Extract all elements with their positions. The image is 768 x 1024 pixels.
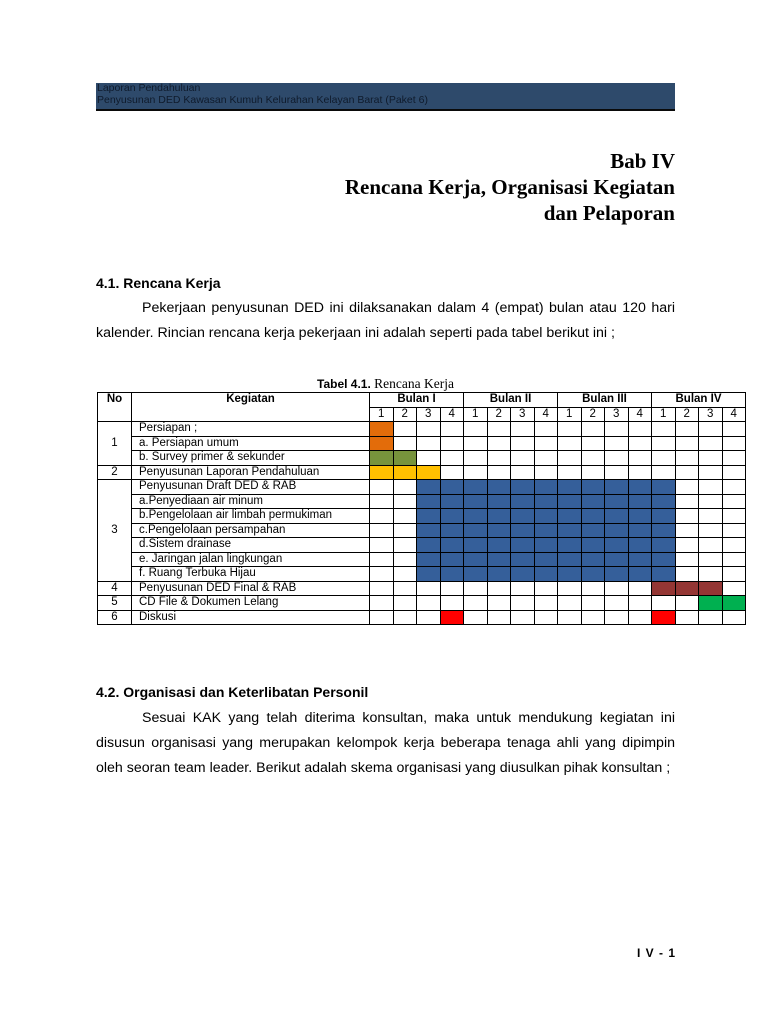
- schedule-cell: [534, 596, 558, 611]
- schedule-cell: [558, 436, 582, 451]
- schedule-bar-cell: [440, 480, 464, 495]
- schedule-bar-cell: [558, 494, 582, 509]
- schedule-cell: [464, 610, 488, 625]
- table-row: [98, 480, 746, 495]
- week-number: 1: [464, 407, 488, 422]
- schedule-bar-cell: [534, 538, 558, 553]
- activity-label: Penyusunan DED Final & RAB: [132, 581, 370, 596]
- schedule-bar-cell: [534, 552, 558, 567]
- schedule-cell: [675, 523, 699, 538]
- schedule-cell: [558, 451, 582, 466]
- schedule-bar-cell: [393, 451, 417, 466]
- schedule-bar-cell: [558, 567, 582, 582]
- schedule-bar-cell: [605, 538, 629, 553]
- week-number: 1: [558, 407, 582, 422]
- schedule-cell: [393, 523, 417, 538]
- schedule-cell: [558, 465, 582, 480]
- week-number: 3: [605, 407, 629, 422]
- schedule-cell: [440, 436, 464, 451]
- schedule-bar-cell: [628, 523, 652, 538]
- row-number: 4: [98, 581, 132, 596]
- week-number: 2: [581, 407, 605, 422]
- schedule-bar-cell: [440, 610, 464, 625]
- schedule-cell: [440, 596, 464, 611]
- table-row: [98, 596, 746, 611]
- schedule-bar-cell: [487, 552, 511, 567]
- chapter-heading: [345, 148, 675, 226]
- table-row: [98, 436, 746, 451]
- schedule-cell: [581, 451, 605, 466]
- schedule-bar-cell: [370, 422, 394, 437]
- schedule-cell: [417, 436, 441, 451]
- section-organization-text: [96, 706, 675, 781]
- chapter-title-line2: dan Pelaporan: [543, 201, 675, 225]
- section-heading-work-plan: 4.1. Rencana Kerja: [96, 275, 221, 291]
- chapter-title-line1: Rencana Kerja, Organisasi Kegiatan: [344, 175, 675, 199]
- schedule-cell: [722, 581, 746, 596]
- activity-label: c.Pengelolaan persampahan: [132, 523, 370, 538]
- schedule-cell: [605, 465, 629, 480]
- schedule-cell: [511, 422, 535, 437]
- schedule-bar-cell: [581, 480, 605, 495]
- week-number: 3: [511, 407, 535, 422]
- schedule-bar-cell: [370, 451, 394, 466]
- schedule-cell: [417, 451, 441, 466]
- schedule-bar-cell: [487, 509, 511, 524]
- schedule-bar-cell: [440, 494, 464, 509]
- schedule-cell: [699, 465, 723, 480]
- activity-label: f. Ruang Terbuka Hijau: [132, 567, 370, 582]
- schedule-cell: [393, 596, 417, 611]
- schedule-cell: [393, 422, 417, 437]
- schedule-bar-cell: [558, 538, 582, 553]
- schedule-bar-cell: [417, 538, 441, 553]
- schedule-bar-cell: [511, 523, 535, 538]
- schedule-cell: [511, 610, 535, 625]
- schedule-cell: [393, 567, 417, 582]
- schedule-cell: [534, 581, 558, 596]
- schedule-cell: [534, 422, 558, 437]
- schedule-bar-cell: [652, 494, 676, 509]
- schedule-bar-cell: [440, 552, 464, 567]
- schedule-bar-cell: [605, 480, 629, 495]
- header-project-title: Penyusunan DED Kawasan Kumuh Kelurahan Kelayan Barat (Paket 6): [97, 94, 428, 106]
- schedule-cell: [581, 596, 605, 611]
- activity-label: d.Sistem drainase: [132, 538, 370, 553]
- activity-label: b.Pengelolaan air limbah permukiman: [132, 509, 370, 524]
- schedule-bar-cell: [487, 480, 511, 495]
- week-number: 4: [628, 407, 652, 422]
- schedule-bar-cell: [511, 552, 535, 567]
- schedule-cell: [605, 451, 629, 466]
- schedule-bar-cell: [417, 465, 441, 480]
- schedule-cell: [534, 465, 558, 480]
- schedule-cell: [511, 581, 535, 596]
- paragraph: Pekerjaan penyusunan DED ini dilaksanakan dalam 4 (empat) bulan atau 120 hari kalender. Rincian rencana kerja pekerjaan ini adalah seperti pada tabel berikut ini ;: [96, 300, 675, 341]
- schedule-cell: [628, 451, 652, 466]
- schedule-cell: [393, 552, 417, 567]
- schedule-bar-cell: [534, 523, 558, 538]
- schedule-cell: [487, 422, 511, 437]
- schedule-bar-cell: [417, 509, 441, 524]
- schedule-cell: [675, 567, 699, 582]
- header-rule: [96, 109, 675, 111]
- schedule-cell: [511, 436, 535, 451]
- row-number: 2: [98, 465, 132, 480]
- schedule-cell: [699, 567, 723, 582]
- schedule-cell: [370, 538, 394, 553]
- schedule-cell: [699, 523, 723, 538]
- schedule-cell: [511, 465, 535, 480]
- week-number: 2: [487, 407, 511, 422]
- section-heading-organization: 4.2. Organisasi dan Keterlibatan Personil: [96, 684, 369, 700]
- schedule-bar-cell: [581, 567, 605, 582]
- schedule-cell: [487, 451, 511, 466]
- schedule-cell: [558, 610, 582, 625]
- table-row: [98, 610, 746, 625]
- schedule-bar-cell: [581, 538, 605, 553]
- schedule-cell: [675, 480, 699, 495]
- header-report-type: Laporan Pendahuluan: [97, 82, 201, 94]
- table-row: [98, 451, 746, 466]
- schedule-cell: [393, 581, 417, 596]
- schedule-cell: [699, 451, 723, 466]
- schedule-cell: [628, 581, 652, 596]
- schedule-bar-cell: [487, 538, 511, 553]
- schedule-bar-cell: [581, 523, 605, 538]
- week-number: 2: [393, 407, 417, 422]
- table-row: [98, 552, 746, 567]
- schedule-bar-cell: [464, 480, 488, 495]
- schedule-cell: [464, 451, 488, 466]
- schedule-bar-cell: [534, 567, 558, 582]
- week-number: 4: [722, 407, 746, 422]
- schedule-cell: [652, 596, 676, 611]
- schedule-bar-cell: [628, 494, 652, 509]
- schedule-cell: [440, 581, 464, 596]
- week-number: 4: [534, 407, 558, 422]
- schedule-cell: [699, 552, 723, 567]
- schedule-cell: [581, 610, 605, 625]
- schedule-cell: [370, 567, 394, 582]
- schedule-cell: [722, 422, 746, 437]
- schedule-cell: [722, 436, 746, 451]
- schedule-cell: [628, 465, 652, 480]
- schedule-bar-cell: [652, 480, 676, 495]
- table-row: [98, 538, 746, 553]
- schedule-cell: [417, 581, 441, 596]
- schedule-cell: [675, 451, 699, 466]
- schedule-bar-cell: [699, 581, 723, 596]
- schedule-bar-cell: [534, 509, 558, 524]
- schedule-cell: [393, 494, 417, 509]
- schedule-cell: [558, 596, 582, 611]
- activity-label: Diskusi: [132, 610, 370, 625]
- schedule-bar-cell: [628, 552, 652, 567]
- schedule-cell: [417, 422, 441, 437]
- row-number: 1: [98, 422, 132, 466]
- schedule-cell: [370, 596, 394, 611]
- schedule-bar-cell: [605, 494, 629, 509]
- table-row: [98, 567, 746, 582]
- schedule-cell: [699, 509, 723, 524]
- schedule-cell: [370, 494, 394, 509]
- schedule-cell: [605, 610, 629, 625]
- schedule-cell: [675, 422, 699, 437]
- table-row: [98, 523, 746, 538]
- schedule-cell: [370, 480, 394, 495]
- schedule-bar-cell: [534, 480, 558, 495]
- schedule-bar-cell: [628, 538, 652, 553]
- schedule-bar-cell: [511, 480, 535, 495]
- schedule-cell: [628, 596, 652, 611]
- schedule-cell: [699, 436, 723, 451]
- schedule-cell: [652, 436, 676, 451]
- week-number: 1: [652, 407, 676, 422]
- schedule-cell: [370, 581, 394, 596]
- header-month: Bulan III: [558, 393, 652, 408]
- schedule-cell: [393, 509, 417, 524]
- schedule-cell: [464, 596, 488, 611]
- schedule-bar-cell: [558, 523, 582, 538]
- schedule-cell: [440, 451, 464, 466]
- schedule-cell: [581, 436, 605, 451]
- schedule-cell: [605, 596, 629, 611]
- schedule-bar-cell: [558, 509, 582, 524]
- schedule-cell: [464, 422, 488, 437]
- schedule-cell: [722, 610, 746, 625]
- schedule-cell: [393, 480, 417, 495]
- schedule-bar-cell: [652, 552, 676, 567]
- schedule-bar-cell: [464, 509, 488, 524]
- table-row: [98, 494, 746, 509]
- schedule-bar-cell: [605, 552, 629, 567]
- schedule-bar-cell: [511, 494, 535, 509]
- table-caption-number: Tabel 4.1.: [317, 377, 371, 391]
- schedule-bar-cell: [440, 509, 464, 524]
- schedule-cell: [393, 436, 417, 451]
- schedule-cell: [652, 465, 676, 480]
- schedule-bar-cell: [652, 538, 676, 553]
- schedule-bar-cell: [370, 436, 394, 451]
- schedule-bar-cell: [581, 552, 605, 567]
- schedule-cell: [722, 552, 746, 567]
- schedule-bar-cell: [511, 538, 535, 553]
- schedule-bar-cell: [699, 596, 723, 611]
- section-work-plan-text: [96, 296, 675, 346]
- header-activity: Kegiatan: [132, 393, 370, 422]
- paragraph: Sesuai KAK yang telah diterima konsultan, maka untuk mendukung kegiatan ini disusun organisasi yang merupakan kelompok kerja beberapa tenaga ahli yang dipimpin oleh seoran team leader. Berikut adalah skema organisasi yang diusulkan pihak konsultan ;: [96, 710, 675, 776]
- schedule-cell: [370, 509, 394, 524]
- schedule-cell: [487, 436, 511, 451]
- schedule-cell: [628, 610, 652, 625]
- schedule-cell: [487, 610, 511, 625]
- schedule-bar-cell: [487, 494, 511, 509]
- schedule-cell: [699, 610, 723, 625]
- schedule-bar-cell: [605, 523, 629, 538]
- schedule-cell: [722, 509, 746, 524]
- activity-label: b. Survey primer & sekunder: [132, 451, 370, 466]
- schedule-cell: [581, 422, 605, 437]
- schedule-cell: [534, 451, 558, 466]
- table-row: [98, 465, 746, 480]
- schedule-bar-cell: [652, 567, 676, 582]
- schedule-cell: [370, 610, 394, 625]
- week-number: 2: [675, 407, 699, 422]
- schedule-cell: [722, 523, 746, 538]
- header-month: Bulan IV: [652, 393, 746, 408]
- schedule-bar-cell: [558, 552, 582, 567]
- table-row: [98, 422, 746, 437]
- schedule-bar-cell: [628, 480, 652, 495]
- activity-label: a. Persiapan umum: [132, 436, 370, 451]
- schedule-cell: [652, 422, 676, 437]
- schedule-cell: [581, 581, 605, 596]
- schedule-cell: [675, 596, 699, 611]
- schedule-bar-cell: [464, 538, 488, 553]
- schedule-bar-cell: [628, 509, 652, 524]
- activity-label: Penyusunan Draft DED & RAB: [132, 480, 370, 495]
- activity-label: Persiapan ;: [132, 422, 370, 437]
- schedule-cell: [605, 581, 629, 596]
- schedule-bar-cell: [417, 567, 441, 582]
- schedule-cell: [487, 465, 511, 480]
- week-number: 1: [370, 407, 394, 422]
- schedule-bar-cell: [487, 523, 511, 538]
- schedule-cell: [393, 610, 417, 625]
- schedule-cell: [558, 581, 582, 596]
- schedule-cell: [581, 465, 605, 480]
- schedule-bar-cell: [511, 567, 535, 582]
- schedule-bar-cell: [370, 465, 394, 480]
- schedule-cell: [417, 596, 441, 611]
- schedule-bar-cell: [581, 494, 605, 509]
- schedule-bar-cell: [464, 494, 488, 509]
- header-month: Bulan I: [370, 393, 464, 408]
- schedule-bar-cell: [605, 567, 629, 582]
- activity-label: e. Jaringan jalan lingkungan: [132, 552, 370, 567]
- schedule-cell: [722, 538, 746, 553]
- page-number: I V - 1: [636, 946, 676, 960]
- schedule-cell: [440, 422, 464, 437]
- schedule-cell: [722, 567, 746, 582]
- schedule-cell: [699, 480, 723, 495]
- work-plan-table: [97, 392, 746, 625]
- schedule-bar-cell: [393, 465, 417, 480]
- schedule-cell: [370, 552, 394, 567]
- schedule-bar-cell: [417, 523, 441, 538]
- schedule-bar-cell: [417, 480, 441, 495]
- schedule-bar-cell: [558, 480, 582, 495]
- schedule-cell: [628, 436, 652, 451]
- schedule-cell: [675, 465, 699, 480]
- schedule-bar-cell: [652, 610, 676, 625]
- schedule-bar-cell: [487, 567, 511, 582]
- schedule-bar-cell: [675, 581, 699, 596]
- schedule-cell: [511, 451, 535, 466]
- table-row: [98, 509, 746, 524]
- schedule-cell: [464, 436, 488, 451]
- schedule-bar-cell: [628, 567, 652, 582]
- schedule-cell: [558, 422, 582, 437]
- activity-label: a.Penyediaan air minum: [132, 494, 370, 509]
- schedule-bar-cell: [581, 509, 605, 524]
- schedule-bar-cell: [511, 509, 535, 524]
- schedule-cell: [675, 552, 699, 567]
- schedule-cell: [534, 436, 558, 451]
- schedule-cell: [675, 494, 699, 509]
- week-number: 4: [440, 407, 464, 422]
- row-number: 6: [98, 610, 132, 625]
- schedule-cell: [652, 451, 676, 466]
- schedule-bar-cell: [464, 567, 488, 582]
- schedule-cell: [722, 451, 746, 466]
- schedule-cell: [534, 610, 558, 625]
- schedule-cell: [675, 610, 699, 625]
- schedule-bar-cell: [440, 523, 464, 538]
- schedule-bar-cell: [440, 538, 464, 553]
- table-caption: [96, 376, 675, 392]
- schedule-cell: [487, 581, 511, 596]
- schedule-bar-cell: [440, 567, 464, 582]
- schedule-bar-cell: [534, 494, 558, 509]
- schedule-cell: [440, 465, 464, 480]
- schedule-cell: [605, 422, 629, 437]
- table-caption-text: Rencana Kerja: [374, 376, 454, 391]
- schedule-cell: [464, 465, 488, 480]
- activity-label: CD File & Dokumen Lelang: [132, 596, 370, 611]
- schedule-cell: [699, 494, 723, 509]
- schedule-cell: [675, 436, 699, 451]
- schedule-bar-cell: [722, 596, 746, 611]
- schedule-cell: [605, 436, 629, 451]
- schedule-cell: [487, 596, 511, 611]
- schedule-cell: [722, 494, 746, 509]
- table-header-row: [98, 393, 746, 408]
- row-number: 5: [98, 596, 132, 611]
- schedule-bar-cell: [652, 523, 676, 538]
- activity-label: Penyusunan Laporan Pendahuluan: [132, 465, 370, 480]
- schedule-cell: [464, 581, 488, 596]
- schedule-cell: [675, 538, 699, 553]
- schedule-cell: [722, 480, 746, 495]
- schedule-bar-cell: [652, 581, 676, 596]
- table-row: [98, 581, 746, 596]
- week-number: 3: [417, 407, 441, 422]
- schedule-cell: [675, 509, 699, 524]
- week-number: 3: [699, 407, 723, 422]
- schedule-cell: [511, 596, 535, 611]
- schedule-cell: [417, 610, 441, 625]
- row-number: 3: [98, 480, 132, 582]
- schedule-bar-cell: [464, 523, 488, 538]
- header-month: Bulan II: [464, 393, 558, 408]
- schedule-cell: [393, 538, 417, 553]
- schedule-bar-cell: [417, 552, 441, 567]
- chapter-number: Bab IV: [610, 149, 675, 173]
- schedule-bar-cell: [464, 552, 488, 567]
- schedule-cell: [628, 422, 652, 437]
- schedule-cell: [722, 465, 746, 480]
- schedule-cell: [699, 422, 723, 437]
- schedule-bar-cell: [652, 509, 676, 524]
- schedule-cell: [699, 538, 723, 553]
- schedule-bar-cell: [605, 509, 629, 524]
- header-no: No: [98, 393, 132, 422]
- schedule-cell: [370, 523, 394, 538]
- schedule-bar-cell: [417, 494, 441, 509]
